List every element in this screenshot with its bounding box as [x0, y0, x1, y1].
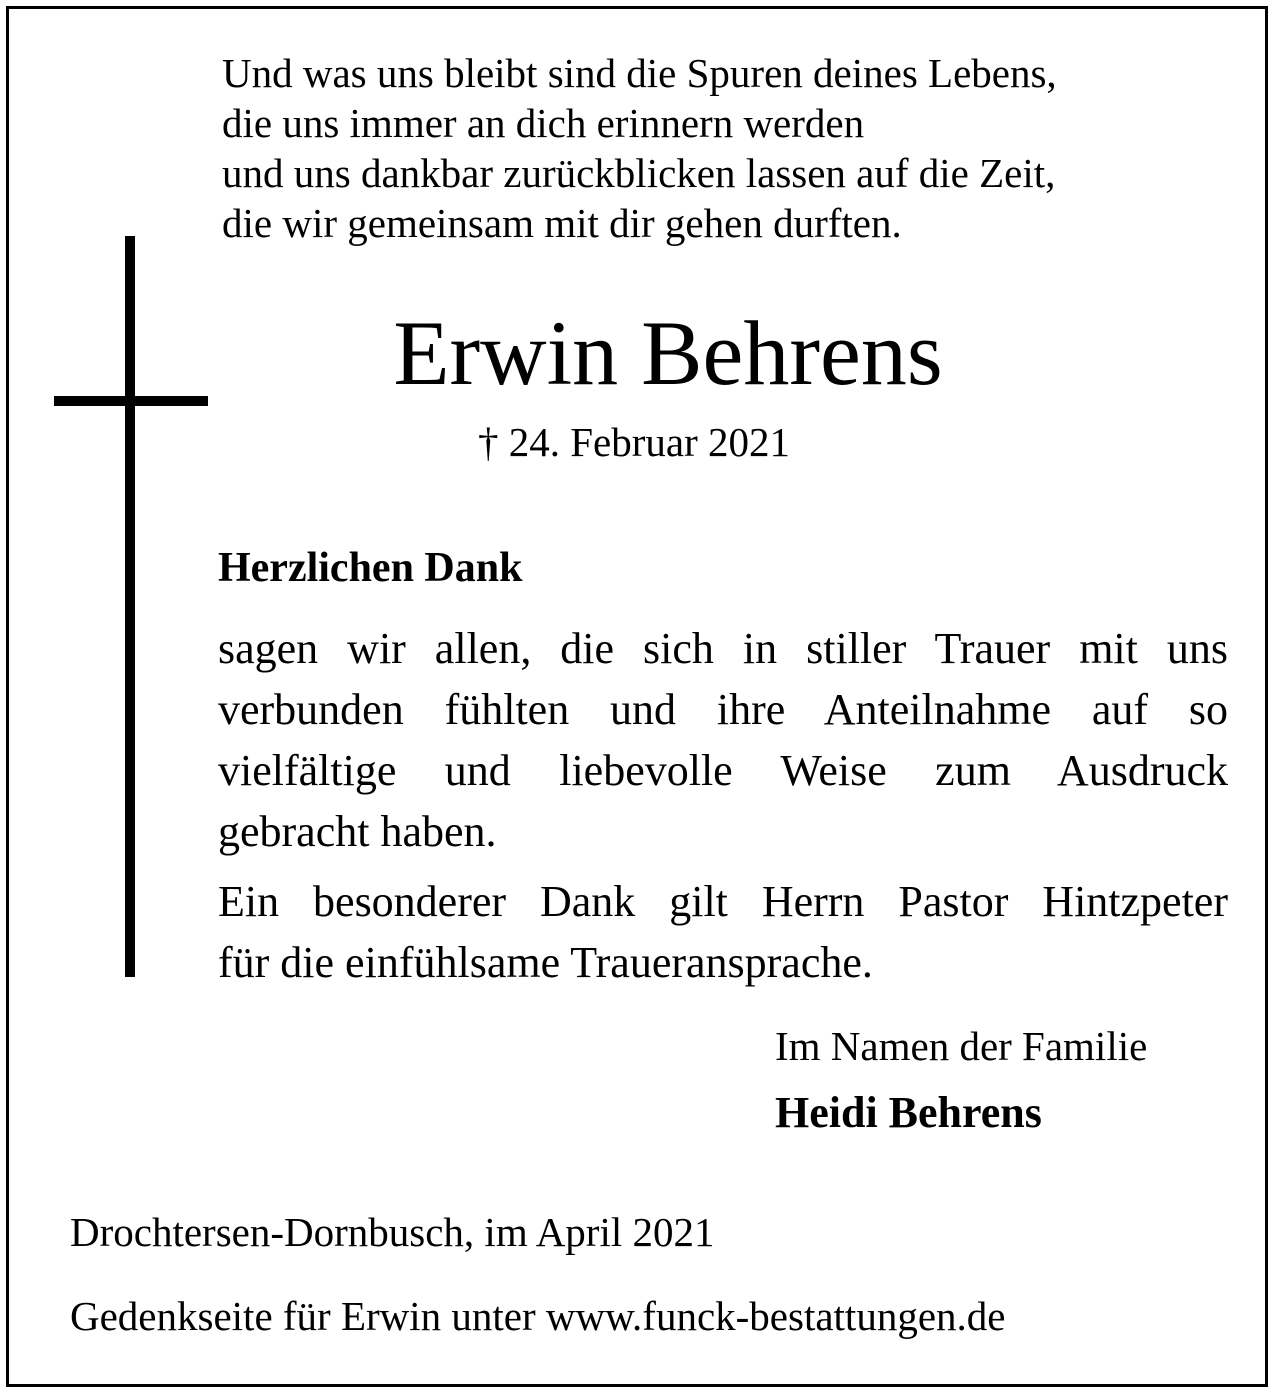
poem-line: Und was uns bleibt sind die Spuren deines Lebens, [222, 50, 1057, 96]
special-thanks-line: Ein besonderer Dank gilt Herrn Pastor Hintzpeter [218, 877, 1228, 926]
memorial-poem [222, 48, 1262, 248]
poem-line: und uns dankbar zurückblicken lassen auf die Zeit, [222, 150, 1056, 196]
thanks-heading: Herzlichen Dank [218, 545, 523, 591]
deceased-name: Erwin Behrens [393, 302, 943, 404]
death-date: † 24. Februar 2021 [478, 419, 791, 465]
thanks-body [218, 618, 1228, 862]
poem-line: die wir gemeinsam mit dir gehen durften. [222, 200, 902, 246]
special-thanks [218, 871, 1228, 993]
thanks-body-line: gebracht haben. [218, 807, 497, 856]
poem-line: die uns immer an dich erinnern werden [222, 100, 865, 146]
place-date: Drochtersen-Dornbusch, im April 2021 [70, 1209, 715, 1255]
thanks-body-line: verbunden fühlten und ihre Anteilnahme auf so [218, 685, 1228, 734]
thanks-body-line: sagen wir allen, die sich in stiller Trauer mit uns [218, 624, 1228, 673]
signature-name: Heidi Behrens [775, 1088, 1042, 1137]
signature-intro: Im Namen der Familie [775, 1023, 1148, 1069]
memorial-page-line: Gedenkseite für Erwin unter www.funck-bestattungen.de [70, 1293, 1006, 1339]
thanks-body-line: vielfältige und liebevolle Weise zum Ausdruck [218, 746, 1228, 795]
special-thanks-line: für die einfühlsame Traueransprache. [218, 938, 873, 987]
